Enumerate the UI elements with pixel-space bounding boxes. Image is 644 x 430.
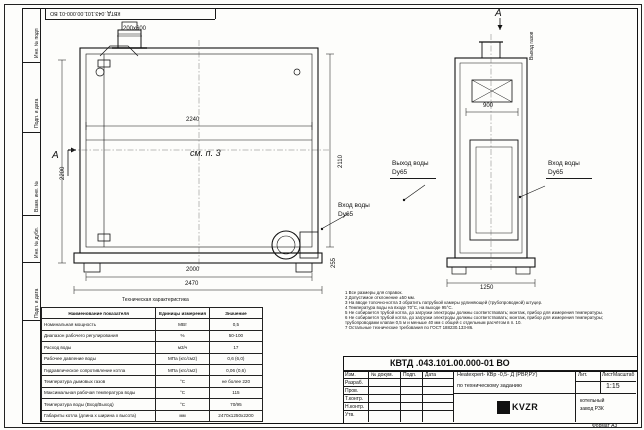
spec-header-0: Наименование показателя <box>42 308 156 319</box>
spec-cell: °С <box>156 399 210 410</box>
spec-cell: 50-100 <box>209 330 262 341</box>
callout-see-note: см. п. 3 <box>190 148 221 158</box>
spec-title: Техническая характеристика <box>122 297 189 303</box>
spec-cell: °С <box>156 387 210 398</box>
tb-col-label-0: Изм. <box>345 372 356 378</box>
spec-cell: МПа (кгс/см2) <box>156 364 210 375</box>
dim-right-width: 900 <box>483 103 494 109</box>
tb-row-5 <box>343 410 453 411</box>
spec-cell: 2470х1250х2200 <box>209 410 262 421</box>
spec-table <box>41 307 263 422</box>
tb-row-top <box>343 370 636 371</box>
callout-outlet: Выход воды <box>392 160 429 167</box>
dim-right-base: 1250 <box>480 285 494 291</box>
spec-cell: 0,6 (6,0) <box>209 353 262 364</box>
tb-row-1 <box>343 378 453 379</box>
section-mark-a-top: A <box>495 8 502 19</box>
tb-mid-sep <box>453 393 636 394</box>
logo-text: KVZR <box>512 402 539 412</box>
spec-cell: мм <box>156 410 210 421</box>
spec-cell: % <box>156 330 210 341</box>
left-label-4: Подп. и дата <box>34 288 40 318</box>
spec-cell: не более 220 <box>209 376 262 387</box>
tb-role-2: Т.контр. <box>345 396 364 402</box>
format-label: Формат A3 <box>592 423 618 429</box>
dim-width-inner: 2240 <box>186 117 200 123</box>
tb-row-2 <box>343 386 453 387</box>
tb-kind-2: завод РЗК <box>580 406 604 412</box>
tb-sheet-label: Лист <box>602 372 613 378</box>
spec-cell: Максимальная рабочая температура воды <box>42 387 156 398</box>
spec-cell: Температура дымовых газов <box>42 376 156 387</box>
tb-role-3: Н.контр. <box>345 404 365 410</box>
spec-row <box>42 353 263 364</box>
spec-row <box>42 342 263 353</box>
spec-header-row <box>42 308 263 319</box>
tb-scale-label: Масштаб <box>613 372 635 378</box>
note-item-1: 2 Допустимое отклонение ±50 мм. <box>345 295 415 300</box>
callout-gas-out: Выход газов <box>529 31 535 60</box>
spec-cell: Температура воды (Вход/Выход) <box>42 399 156 410</box>
tb-kind-1: котельный <box>580 398 605 404</box>
spec-row <box>42 410 263 421</box>
spec-cell: Расход воды <box>42 342 156 353</box>
section-mark-a-left: A <box>52 150 59 161</box>
note-item-3: 4 Температура воды на входе 70°С, на выходе 95°С. <box>345 305 453 310</box>
spec-header-1: Единицы измерения <box>156 308 210 319</box>
callout-inlet-right-underline <box>546 178 592 179</box>
tb-col-label-1: № докум. <box>371 372 393 378</box>
tb-col-label-2: Подп. <box>403 372 417 378</box>
tb-role-4: Утв. <box>345 412 355 418</box>
logo-block <box>497 400 549 416</box>
spec-cell: МПа (кгс/см2) <box>156 353 210 364</box>
spec-row <box>42 319 263 330</box>
top-code-text: КВТД .043.101.00.000-01 ВО <box>50 10 121 16</box>
dim-overall-width: 2470 <box>185 281 199 287</box>
spec-row <box>42 376 263 387</box>
spec-cell: Гидравлическое сопротивление котла <box>42 364 156 375</box>
spec-cell: МВт <box>156 319 210 330</box>
tb-col-label-3: Дата <box>425 372 437 378</box>
left-label-0: Инв. № подп <box>34 28 40 58</box>
spec-cell: 115 <box>209 387 262 398</box>
spec-row <box>42 364 263 375</box>
tb-scale-value: 1:15 <box>606 383 620 390</box>
dim-height-left: 2200 <box>60 166 66 180</box>
tb-product-line1: Heatexpert- КВр -0,5- Д (РВР,РУ) <box>457 372 538 378</box>
tb-col-1 <box>368 370 369 422</box>
logo-mark <box>497 401 510 414</box>
designation-text: КВТД .043.101.00.000-01 ВО <box>390 358 510 368</box>
callout-inlet-right-dn: Dy65 <box>548 169 564 176</box>
tb-lit-label: Лит. <box>578 372 588 378</box>
note-item-7: 7 Остальные технические требования по ГОСТ 188230.133-86. <box>345 325 474 330</box>
spec-cell: °С <box>156 376 210 387</box>
notes-block <box>345 290 633 330</box>
tb-col-2 <box>400 370 401 422</box>
spec-cell: м3/ч <box>156 342 210 353</box>
callout-inlet-left-dn: Dy65 <box>338 211 354 218</box>
spec-cell: Габариты котла (длина х ширина х высота) <box>42 410 156 421</box>
tb-product-line2: по техническому заданию <box>457 383 522 389</box>
spec-row <box>42 387 263 398</box>
left-label-2: Взам. инв. № <box>34 181 40 212</box>
spec-cell: 0,5 <box>209 319 262 330</box>
tb-role-0: Разраб. <box>345 380 364 386</box>
note-item-6: трубопроводами клапан 0,5 м и меньше 40 мм с общей с отдельным расчётом в п. 10. <box>345 320 522 325</box>
spec-cell: 0,06 (0,6) <box>209 364 262 375</box>
tb-col5-row <box>575 381 636 382</box>
tb-role-1: Пров. <box>345 388 359 394</box>
note-item-5: 6 Не собирается трубой котла, до загрузки электроды должны соответствовать; монтаж, прибор для измерения температуры; <box>345 315 604 320</box>
spec-cell: Номинальная мощность <box>42 319 156 330</box>
callout-outlet-underline <box>390 178 436 179</box>
spec-row <box>42 330 263 341</box>
dim-height-inner: 2110 <box>338 155 344 168</box>
note-item-0: 1 Все размеры для справок. <box>345 290 403 295</box>
tb-col-3 <box>422 370 423 422</box>
dim-base-width: 2000 <box>186 267 200 273</box>
spec-row <box>42 399 263 410</box>
dim-top-nozzle: 200x600 <box>123 26 147 32</box>
left-label-1: Подп. и дата <box>34 98 40 128</box>
note-item-2: 3 На вводе топочно-котла 3 обратить патрубкой камеры удлиняющей (трубопроводной) штуцер. <box>345 300 543 305</box>
spec-cell: Диапазон рабочего регулирования <box>42 330 156 341</box>
dim-foot: 255 <box>331 257 337 268</box>
spec-cell: Рабочее давление воды <box>42 353 156 364</box>
tb-row-3 <box>343 394 453 395</box>
spec-header-2: Значение <box>209 308 262 319</box>
tb-col-4 <box>453 370 454 422</box>
callout-outlet-dn: Dy65 <box>392 169 408 176</box>
spec-cell: 17 <box>209 342 262 353</box>
tb-col-7 <box>575 393 576 422</box>
left-label-3: Инв. № дубл. <box>34 227 40 258</box>
callout-inlet-right: Вход воды <box>548 160 580 167</box>
tb-row-4 <box>343 402 453 403</box>
callout-inlet-left: Вход воды <box>338 202 370 209</box>
note-item-4: 5 Не собирается трубой котла, до загрузки электроды должны соответствовать; монтаж, прибор для измерения температуры. <box>345 310 604 315</box>
spec-cell: 70/95 <box>209 399 262 410</box>
